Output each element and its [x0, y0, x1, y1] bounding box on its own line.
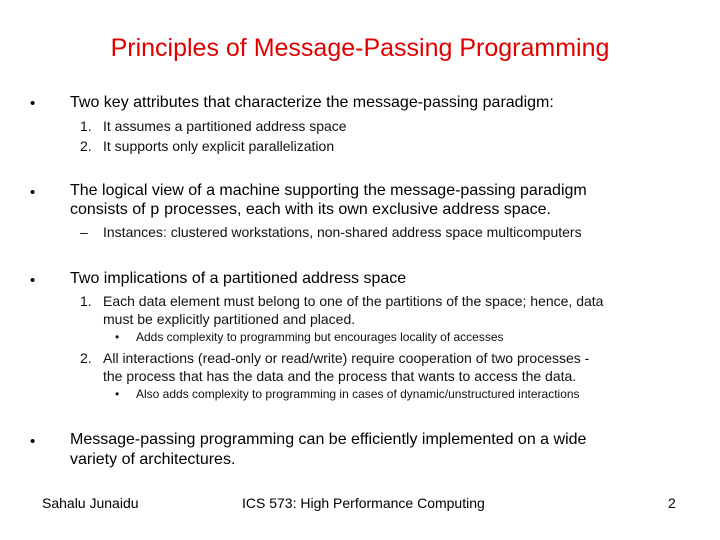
numbered-item-marker: 1. — [80, 118, 92, 134]
bullet-2-line-1: The logical view of a machine supporting the message-passing paradigm — [70, 182, 587, 199]
bullet-2-sub-text: Instances: clustered workstations, non-shared address space multicomputers — [103, 224, 582, 240]
numbered-item-text: It assumes a partitioned address space — [103, 118, 347, 134]
sub-dash-marker: – — [80, 224, 88, 240]
numbered-item-line-1: All interactions (read-only or read/write) require cooperation of two processes - — [103, 350, 590, 366]
sub-bullet-text: Adds complexity to programming but encourages locality of accesses — [136, 330, 504, 344]
numbered-item-text: It supports only explicit parallelization — [103, 138, 335, 154]
sub-bullet-marker: • — [115, 387, 120, 401]
bullet-4-line-2: variety of architectures. — [70, 451, 236, 468]
sub-bullet-marker: • — [115, 330, 120, 344]
footer-page-number: 2 — [668, 495, 676, 511]
footer-course: ICS 573: High Performance Computing — [242, 495, 485, 511]
bullet-marker: • — [30, 184, 36, 201]
numbered-item-marker: 2. — [80, 350, 92, 366]
footer-author: Sahalu Junaidu — [42, 495, 139, 511]
numbered-item-line-2: must be explicitly partitioned and placed. — [103, 311, 356, 327]
numbered-item-marker: 1. — [80, 293, 92, 309]
sub-bullet-text: Also adds complexity to programming in cases of dynamic/unstructured interactions — [136, 387, 580, 401]
bullet-marker: • — [30, 433, 36, 450]
bullet-4-line-1: Message-passing programming can be efficiently implemented on a wide — [70, 431, 587, 448]
bullet-marker: • — [30, 95, 36, 112]
numbered-item-line-2: the process that has the data and the process that wants to access the data. — [103, 368, 577, 384]
numbered-item-line-1: Each data element must belong to one of the partitions of the space; hence, data — [103, 293, 604, 309]
numbered-item-marker: 2. — [80, 138, 92, 154]
bullet-1-text: Two key attributes that characterize the message-passing paradigm: — [70, 94, 554, 111]
slide-title: Principles of Message-Passing Programming — [110, 34, 610, 62]
bullet-marker: • — [30, 272, 36, 289]
code-variable-p: p — [150, 201, 160, 219]
bullet-2-line-2: consists of p processes, each with its own exclusive address space. — [70, 201, 551, 219]
bullet-3-text: Two implications of a partitioned address space — [70, 270, 407, 287]
